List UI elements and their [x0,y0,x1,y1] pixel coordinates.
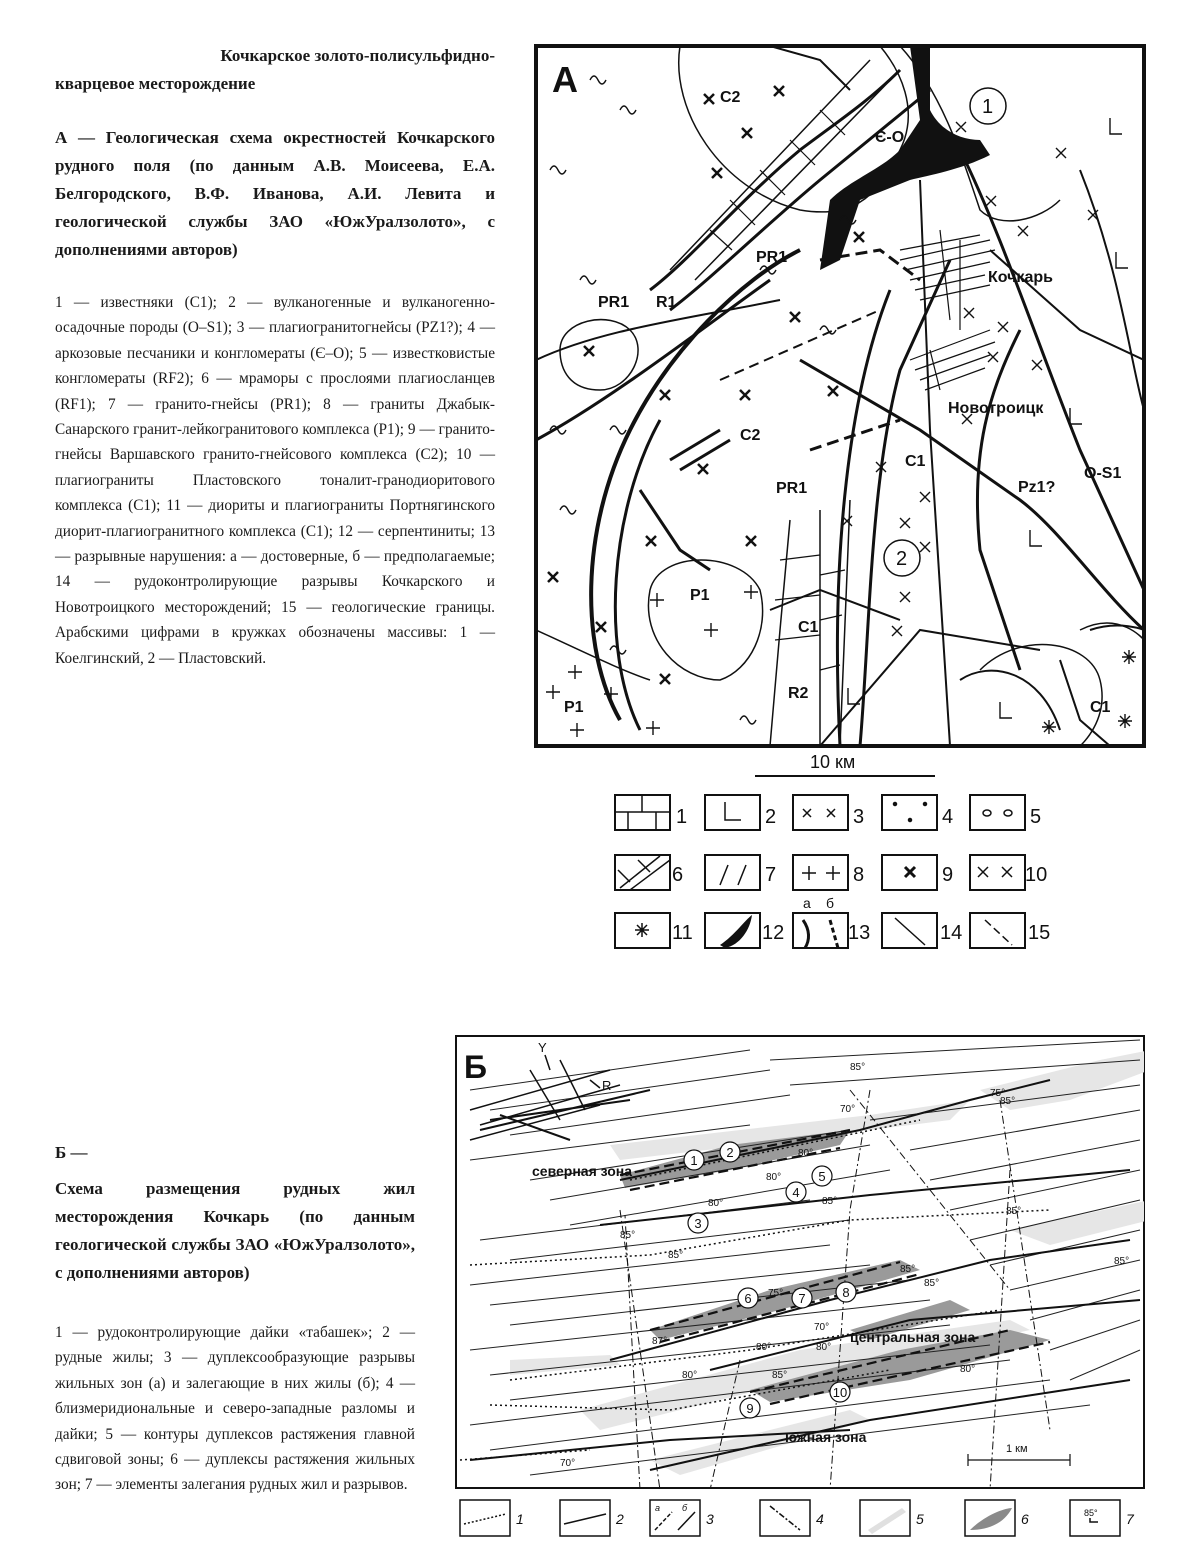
dip-4: 80° [798,1148,814,1159]
label-c1-low: C1 [798,619,819,636]
scale-label-a: 10 км [810,752,856,772]
label-pr1-left: PR1 [598,294,630,311]
legend-b-sub-b: б [682,1503,688,1513]
dip-13: 85° [924,1278,940,1289]
label-c2-top: C2 [720,89,741,106]
scale-label-b: 1 км [1006,1443,1028,1455]
title-line-1: Кочкарское золото-полисульфидно- [220,46,495,65]
legend-b-num-4: 4 [816,1511,824,1527]
label-c1-right: C1 [1090,699,1111,716]
dip-8: 85° [1006,1206,1022,1217]
legend-a-num-3: 3 [853,806,865,828]
label-pr1-low: PR1 [776,480,808,497]
dip-12: 75° [768,1288,784,1299]
label-novotroitsk: Новотроицк [948,400,1044,417]
label-c2-mid: C2 [740,427,761,444]
legend-a-num-5: 5 [1030,806,1042,828]
massif-number-2: 2 [896,548,908,570]
dip-22: 70° [560,1458,576,1469]
zone-central: центральная зона [850,1329,976,1345]
legend-serpentinite-swatch [720,915,752,948]
dip-6: 85° [822,1196,838,1207]
legend-b-num-6: 6 [1021,1511,1029,1527]
vein-9: 9 [746,1401,754,1416]
vein-8: 8 [842,1285,850,1300]
legend-a-sub-a: а [803,895,811,911]
legend-b-num-5: 5 [916,1511,924,1527]
legend-a-text: 1 — известняки (C1); 2 — вулканогенные и вулканогенно-осадочные породы (O–S1); 3 — плагиогранитогнейсы (PZ1?); 4 — аркозовые песчаники и конгломераты (Є–O); 5 — известковистые конгломераты (RF2); 6 — мраморы с прослоями плагиосланцев (RF1); 7 — гранито-гнейсы (PR1); 8 — граниты Джабык-Санарского гранит-лейкогранитового комплекса (P1); 9 — гранито-гнейсы Варшавского гранито-гнейсового комплекса (C2); 10 — плагиограниты Пластовского тоналит-гранодиоритового комплекса (C1); 11 — диориты и плагиограниты Портнягинского диорит-плагиогранитного комплекса (C1); 12 — серпентиниты; 13 — разрывные нарушения: а — достоверные, б — предполагаемые; 14 — рудоконтролирующие разрывы Кочкарского и Новотроицкого месторождений; 15 — геологические границы. Арабскими цифрами в кружках обозначены массивы: 1 — Коелгинский, 2 — Пластовский. [55,294,495,667]
vein-6: 6 [744,1291,752,1306]
inset-label-y: Y [538,1040,547,1055]
legend-a-num-4: 4 [942,806,954,828]
dip-9: 85° [1000,1096,1016,1107]
label-os1: O-S1 [1084,465,1122,482]
vein-10: 10 [832,1385,848,1400]
label-kochkar: Кочкарь [988,269,1053,286]
dip-7: 80° [708,1198,724,1209]
dip-17: 70° [814,1322,830,1333]
legend-b-sub-a: а [655,1503,661,1513]
legend-b-num-2: 2 [616,1511,624,1527]
label-p1-left: P1 [564,699,584,716]
label-eo: Є-O [875,129,905,146]
dip-23: 85° [620,1230,636,1241]
vein-5: 5 [818,1169,826,1184]
legend-b-dip: 85° [1084,1508,1098,1518]
legend-a-num-15: 15 [1028,922,1051,944]
dip-21: 80° [960,1364,976,1375]
label-pz1: Pz1? [1018,479,1056,496]
dip-11: 85° [900,1264,916,1275]
vein-7: 7 [798,1291,806,1306]
vein-4: 4 [792,1185,800,1200]
dip-1: 85° [850,1062,866,1073]
zone-south: южная зона [785,1429,867,1445]
legend-a-num-2: 2 [765,806,777,828]
legend-a-num-12: 12 [762,922,785,944]
legend-a-num-10: 10 [1025,864,1048,886]
label-r2: R2 [788,685,809,702]
label-pr1-mid: PR1 [756,249,788,266]
legend-b-text: 1 — рудоконтролирующие дайки «табашек»; 2 — рудные жилы; 3 — дуплексообразующие разрывы жильных зон (а) и залегающие в них жилы (б); 4 — близмеридиональные и северо-западные разломы и дайки; 5 — контуры дуплексов растяжения главной сдвиговой зоны; 6 — дуплексы растяжения жильных зон; 7 — элементы залегания рудных жил и разрывов. [55,1324,415,1494]
label-p1-mid: P1 [690,587,710,604]
legend-a-sub-b: б [826,895,835,911]
zone-north: северная зона [532,1163,633,1179]
dip-19: 80° [816,1342,832,1353]
vein-scheme-b [450,1030,1150,1550]
dip-14: 85° [668,1250,684,1261]
legend-a-num-8: 8 [853,864,865,886]
caption-b-head: Б — [55,1143,88,1162]
legend-b-num-3: 3 [706,1511,714,1527]
vein-1: 1 [690,1153,698,1168]
inset-label-r: R [602,1078,612,1093]
panel-letter-b: Б [464,1049,487,1085]
label-r1: R1 [656,294,677,311]
panel-letter-a: А [552,59,578,100]
legend-b-swatch-5 [868,1508,906,1534]
title-line-2: кварцевое месторождение [55,74,256,93]
dip-10: 85° [1114,1256,1130,1267]
vein-2: 2 [726,1145,734,1160]
legend-a-num-9: 9 [942,864,954,886]
dip-2: 75° [990,1088,1006,1099]
label-c1-mid: C1 [905,453,926,470]
caption-b: Схема размещения рудных жил месторождения Кочкарь (по данным геологической службы ЗАО «ЮжУралзолото», с дополнениями авторов) [55,1179,415,1282]
dip-3: 70° [840,1104,856,1115]
caption-a: А — Геологическая схема окрестностей Кочкарского рудного поля (по данным А.В. Моисеева, Е.А. Белгородского, В.Ф. Иванова, А.И. Левита и геологической службы ЗАО «ЮжУралзолото», с дополнениями авторов) [55,128,495,259]
dip-20: 85° [772,1370,788,1381]
geologic-map-a [520,30,1160,960]
dip-18: 80° [756,1342,772,1353]
legend-a-num-1: 1 [676,806,688,828]
article-title [55,42,495,98]
legend-b-num-7: 7 [1126,1511,1134,1527]
massif-number-1: 1 [982,96,994,118]
legend-a-num-6: 6 [672,864,684,886]
dip-5: 80° [766,1172,782,1183]
legend-a-num-11: 11 [672,922,693,944]
legend-a-num-14: 14 [940,922,963,944]
legend-a-num-13: 13 [848,922,871,944]
legend-a-num-7: 7 [765,864,777,886]
legend-b-num-1: 1 [516,1511,524,1527]
dip-16: 80° [682,1370,698,1381]
vein-3: 3 [694,1216,702,1231]
dip-15: 87° [652,1336,668,1347]
legend-b-swatch-6 [970,1508,1012,1530]
